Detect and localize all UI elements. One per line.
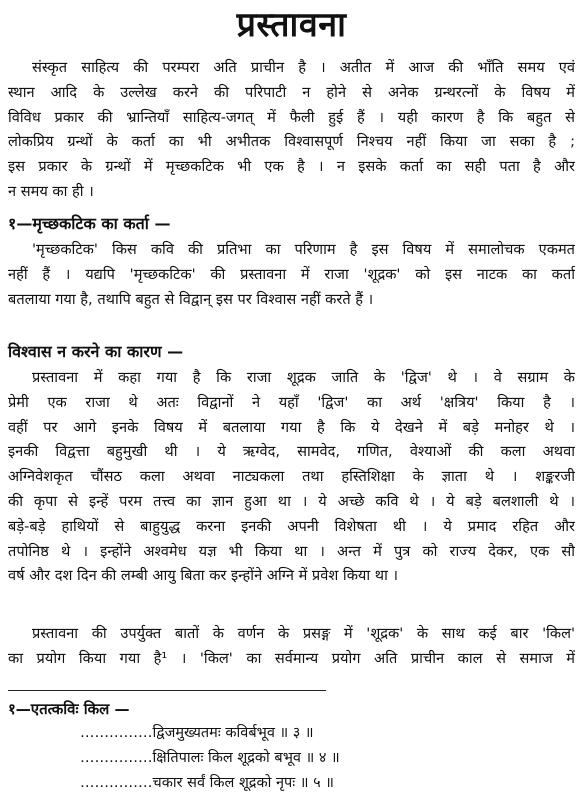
section-heading-reason: विश्वास न करने का कारण — xyxy=(8,342,184,361)
footnote-verse: ……………चकार सर्वं किल शूद्रको नृपः ॥ ५ ॥ xyxy=(80,775,334,791)
intro-line: लोकप्रिय ग्रन्थों के कर्ता का भी अभीतक विश्वासपूर्ण निश्चय नहीं किया जा सका है ; xyxy=(8,133,575,151)
reason-line: प्रस्तावना में कहा गया है कि राजा शूद्रक जाति के 'द्विज' थे । वे सग्राम के xyxy=(32,369,575,386)
page-title: प्रस्तावना xyxy=(236,5,347,45)
author-line: बतलाया गया है, तथापि बहुत से विद्वान् इस पर विश्वास नहीं करते हैं । xyxy=(8,290,374,308)
closing-paragraph xyxy=(8,622,575,672)
section-heading-author: १—मृच्छकटिक का कर्ता — xyxy=(8,214,171,233)
reason-paragraph xyxy=(8,366,575,589)
intro-line: विविध प्रकार की भ्रान्तियाँ साहित्य-जगत् में फैली हुई हैं । यही कारण है कि बहुत से xyxy=(8,108,575,126)
reason-line: बड़े-बड़े हाथियों से बाहुयुद्ध करना इनकी अपनी विशेषता थी । ये प्रमाद रहित और xyxy=(8,517,575,535)
footnote-verse: ……………क्षितिपालः किल शूद्रको बभूव ॥ ४ ॥ xyxy=(80,750,340,766)
reason-line: वहीं पर आगे इनके विषय में बतलाया गया है कि ये देखने में बड़े मनोहर थे । xyxy=(8,418,575,436)
closing-line: का प्रयोग किया गया है¹ । 'किल' का सर्वमान्य प्रयोग अति प्राचीन काल से समाज में xyxy=(8,649,575,667)
reason-line: अग्निवेशकृत चौंसठ कला अथवा नाट्यकला तथा हस्तिशिक्षा के ज्ञाता थे । शङ्करजी xyxy=(8,468,575,486)
footnote-divider xyxy=(8,690,326,691)
reason-line: वर्ष और दश दिन की लम्बी आयु बिता कर इन्होंने अग्नि में प्रवेश किया था । xyxy=(8,567,399,585)
closing-line: प्रस्तावना की उपर्युक्त बातों के वर्णन के प्रसङ्ग में 'शूद्रक' के साथ कई बार 'किल' xyxy=(32,625,575,642)
footnote-heading: १—एतत्कविः किल — xyxy=(8,700,130,718)
author-paragraph xyxy=(8,238,575,312)
intro-line: इस प्रकार के ग्रन्थों में मृच्छकटिक भी एक है । न इसके कर्ता का सही पता है और xyxy=(8,158,575,176)
intro-line: न समय का ही । xyxy=(8,182,94,200)
reason-line: इनकी विद्वत्ता बहुमुखी थी । ये ऋग्वेद, सामवेद, गणित, वेश्याओं की कला अथवा xyxy=(8,443,575,461)
intro-paragraph xyxy=(8,56,575,205)
reason-line: की कृपा से इन्हें परम तत्त्व का ज्ञान हुआ था । ये अच्छे कवि थे । ये बड़े बलशाली थे । xyxy=(8,492,575,510)
footnote-verse: ……………द्विजमुख्यतमः कविर्बभूव ॥ ३ ॥ xyxy=(80,725,314,741)
reason-line: प्रेमी एक राजा थे अतः विद्वानों ने यहाँ 'द्विज' का अर्थ 'क्षत्रिय' किया है । xyxy=(8,393,575,411)
intro-line: संस्कृत साहित्य की परम्परा अति प्राचीन है । अतीत में आज की भाँति समय एवं xyxy=(32,59,575,76)
author-line: 'मृच्छकटिक' किस कवि की प्रतिभा का परिणाम है इस विषय में समालोचक एकमत xyxy=(32,241,575,258)
reason-line: तपोनिष्ठ थे । इन्होंने अश्वमेध यज्ञ भी किया था । अन्त में पुत्र को राज्य देकर, एक सौ xyxy=(8,542,575,560)
author-line: नहीं हैं । यद्यपि 'मृच्छकटिक' की प्रस्तावना में राजा 'शूद्रक' को इस नाटक का कर्ता xyxy=(8,265,575,283)
intro-line: स्थान आदि के उल्लेख करने की परिपाटी न होने से अनेक ग्रन्थरत्नों के विषय में xyxy=(8,83,575,101)
